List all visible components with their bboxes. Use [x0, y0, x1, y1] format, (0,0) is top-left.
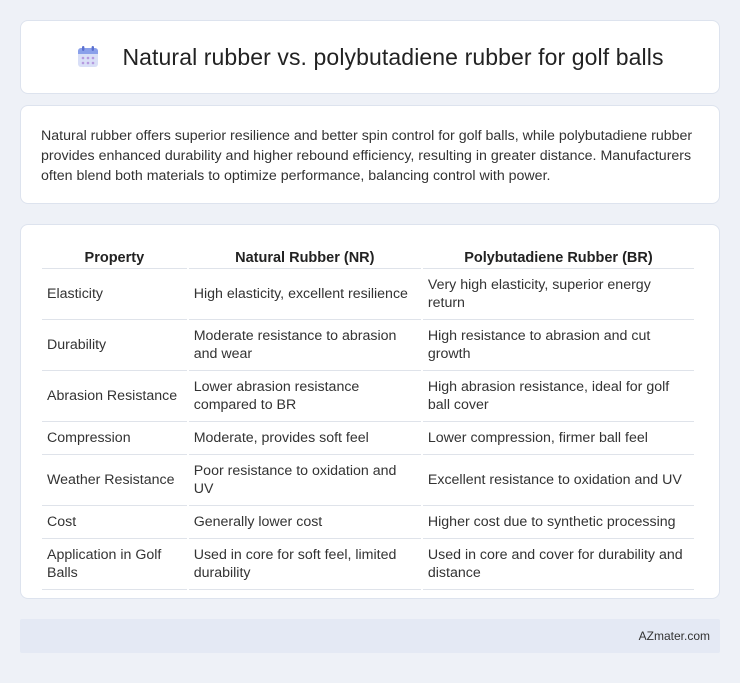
br-cell: Very high elasticity, superior energy return: [423, 269, 694, 320]
header-polybutadiene-rubber: Polybutadiene Rubber (BR): [423, 243, 694, 269]
table-row: [42, 455, 694, 506]
table-row: [42, 371, 694, 422]
summary-text: Natural rubber offers superior resilience and better spin control for golf balls, while polybutadiene rubber provides enhanced durability and higher rebound efficiency, resulting in greater distance. Manufacturers often blend both materials to optimize performance, balancing control with power.: [41, 128, 693, 184]
title-card: [20, 20, 720, 94]
nr-cell: Generally lower cost: [189, 506, 421, 539]
table-row: [42, 539, 694, 590]
header-natural-rubber: Natural Rubber (NR): [189, 243, 421, 269]
nr-cell: Used in core for soft feel, limited durability: [189, 539, 421, 590]
property-cell: Application in Golf Balls: [42, 539, 187, 590]
br-cell: Higher cost due to synthetic processing: [423, 506, 694, 539]
property-cell: Compression: [42, 422, 187, 455]
page-title: Natural rubber vs. polybutadiene rubber for golf balls: [122, 43, 664, 70]
table-row: [42, 320, 694, 371]
property-cell: Abrasion Resistance: [42, 371, 187, 422]
property-cell: Durability: [42, 320, 187, 371]
header-property: Property: [42, 243, 187, 269]
property-cell: Weather Resistance: [42, 455, 187, 506]
br-cell: Lower compression, firmer ball feel: [423, 422, 694, 455]
table-row: [42, 269, 694, 320]
comparison-table: [40, 243, 696, 590]
br-cell: High abrasion resistance, ideal for golf ball cover: [423, 371, 694, 422]
footer-brand: AZmater.com: [638, 629, 710, 643]
property-cell: Cost: [42, 506, 187, 539]
br-cell: Used in core and cover for durability and distance: [423, 539, 694, 590]
nr-cell: High elasticity, excellent resilience: [189, 269, 421, 320]
summary-card: [20, 105, 720, 204]
table-row: [42, 422, 694, 455]
table-header-row: [42, 243, 694, 269]
footer: [20, 619, 720, 653]
nr-cell: Lower abrasion resistance compared to BR: [189, 371, 421, 422]
table-card: [20, 224, 720, 599]
calendar-icon: [76, 45, 100, 69]
property-cell: Elasticity: [42, 269, 187, 320]
nr-cell: Poor resistance to oxidation and UV: [189, 455, 421, 506]
nr-cell: Moderate, provides soft feel: [189, 422, 421, 455]
br-cell: Excellent resistance to oxidation and UV: [423, 455, 694, 506]
table-row: [42, 506, 694, 539]
nr-cell: Moderate resistance to abrasion and wear: [189, 320, 421, 371]
br-cell: High resistance to abrasion and cut growth: [423, 320, 694, 371]
